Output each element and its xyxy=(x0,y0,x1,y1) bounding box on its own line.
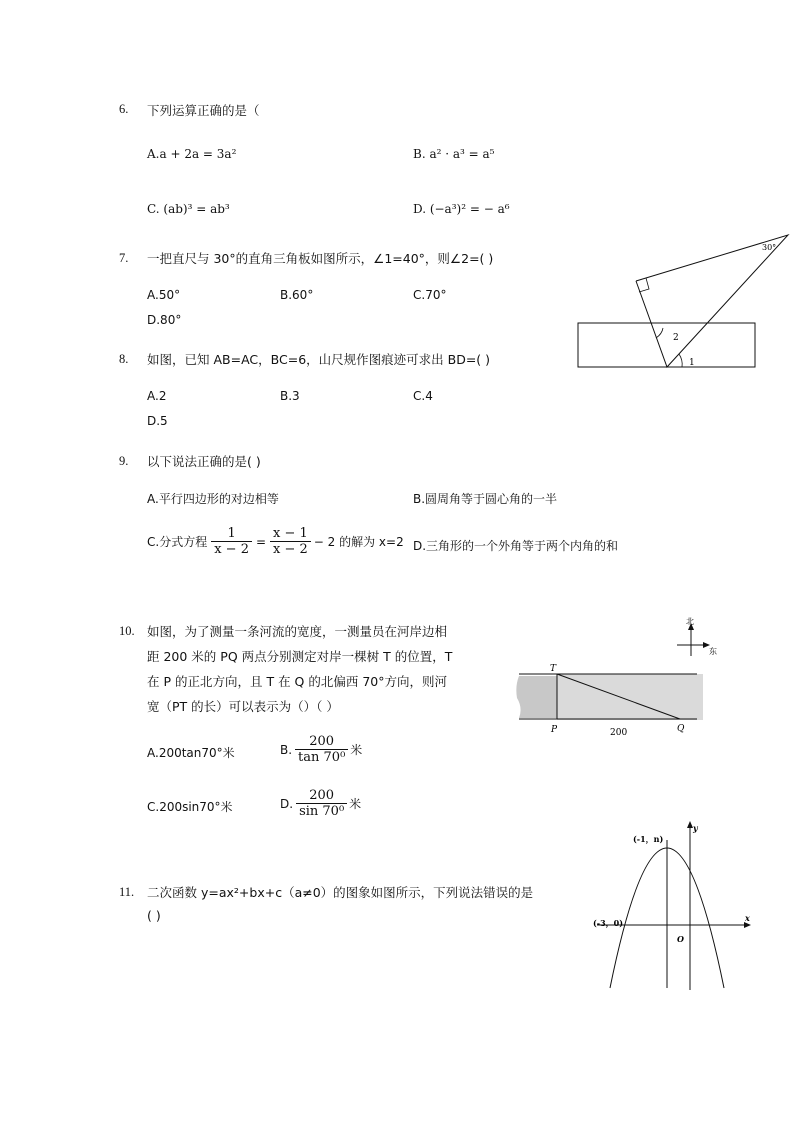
q8-option-b: B.3 xyxy=(280,389,300,403)
point-p-label: P xyxy=(551,725,558,735)
x-axis-label: x xyxy=(745,913,750,923)
fraction-numerator: 200 xyxy=(295,734,348,750)
q9-number: 9. xyxy=(119,454,129,468)
angle-2-arc xyxy=(656,328,663,338)
y-axis-label: y xyxy=(693,823,698,833)
q10-option-c: C.200sin70°米 xyxy=(147,800,233,814)
q10-b-label: B. xyxy=(280,742,293,757)
q10-d-fraction xyxy=(296,788,347,819)
q9-option-d: D.三角形的一个外角等于两个内角的和 xyxy=(413,539,619,553)
vertex-label: (-1，n) xyxy=(633,834,664,844)
q9-option-b: B.圆周角等于圆心角的一半 xyxy=(413,492,558,506)
q7-option-b: B.60° xyxy=(280,288,314,302)
q9-option-c xyxy=(147,526,404,557)
q9-c-equals: = xyxy=(255,534,267,549)
q7-number: 7. xyxy=(119,251,129,265)
point-t-label: T xyxy=(550,664,557,674)
q10-option-b xyxy=(280,734,362,765)
fraction-denominator: sin 70⁰ xyxy=(299,804,345,819)
q10-d-unit: 米 xyxy=(349,797,362,811)
river-band xyxy=(557,674,703,720)
ruler-rect xyxy=(578,323,755,367)
angle-1-arc xyxy=(679,354,682,367)
q10-line-4: 宽（PT 的长）可以表示为（）（ ） xyxy=(147,699,339,714)
ruler-triangle-figure xyxy=(576,232,792,372)
q9-c-suffix: − 2 的解为 x=2 xyxy=(313,535,404,549)
q10-line-3: 在 P 的正北方向，且 T 在 Q 的北偏西 70°方向，则河 xyxy=(147,674,447,689)
angle-2-label: 2 xyxy=(673,333,679,343)
parabola-figure xyxy=(585,818,755,993)
fraction-denominator: x − 2 xyxy=(214,542,249,557)
q11-line-1: 二次函数 y=ax²+bx+c（a≠0）的图象如图所示，下列说法错误的是 xyxy=(147,885,534,900)
fraction-numerator: 200 xyxy=(296,788,347,804)
q10-option-d xyxy=(280,788,361,819)
q8-number: 8. xyxy=(119,352,129,366)
fraction-numerator: x − 1 xyxy=(270,526,311,542)
root-label: (-3，0) xyxy=(593,918,624,928)
q6-option-c: C. (ab)³ = ab³ xyxy=(147,202,230,216)
q10-line-1: 如图，为了测量一条河流的宽度，一测量员在河岸边相 xyxy=(147,624,448,639)
origin-label: O xyxy=(677,934,684,944)
distance-label: 200 xyxy=(610,728,628,738)
q7-option-d: D.80° xyxy=(147,313,182,327)
fraction-denominator: tan 70⁰ xyxy=(298,750,346,765)
q8-option-a: A.2 xyxy=(147,389,167,403)
q6-option-d: D. (−a³)² = − a⁶ xyxy=(413,202,510,216)
q6-stem: 下列运算正确的是（ xyxy=(147,103,260,118)
q9-c-fraction-2 xyxy=(270,526,311,557)
angle-1-label: 1 xyxy=(689,358,695,368)
q10-line-2: 距 200 米的 PQ 两点分别测定对岸一棵树 T 的位置，T xyxy=(147,649,453,664)
q11-number: 11. xyxy=(119,885,135,899)
q9-option-a: A.平行四边形的对边相等 xyxy=(147,492,279,506)
q7-option-a: A.50° xyxy=(147,288,181,302)
east-label: 东 xyxy=(709,647,717,656)
q10-b-fraction xyxy=(295,734,348,765)
angle-30-label: 30° xyxy=(762,243,777,252)
q7-option-c: C.70° xyxy=(413,288,447,302)
q7-stem: 一把直尺与 30°的直角三角板如图所示，∠1=40°，则∠2=( ) xyxy=(147,251,494,266)
north-label: 北 xyxy=(686,617,694,626)
q8-stem: 如图，已知 AB=AC，BC=6，山尺规作图痕迹可求出 BD=( ) xyxy=(147,352,491,367)
q6-number: 6. xyxy=(119,102,129,116)
q10-number: 10. xyxy=(119,624,135,638)
fraction-denominator: x − 2 xyxy=(273,542,308,557)
q9-c-prefix: C.分式方程 xyxy=(147,535,208,549)
triangle-outline xyxy=(636,235,788,367)
q8-option-c: C.4 xyxy=(413,389,433,403)
q9-c-fraction-1 xyxy=(211,526,252,557)
q8-option-d: D.5 xyxy=(147,414,168,428)
q10-d-label: D. xyxy=(280,796,294,811)
q9-stem: 以下说法正确的是( ) xyxy=(147,454,261,469)
fraction-numerator: 1 xyxy=(211,526,252,542)
q10-option-a: A.200tan70°米 xyxy=(147,746,235,760)
q6-option-a: A.a + 2a = 3a² xyxy=(147,147,237,161)
river-figure xyxy=(515,612,720,742)
point-q-label: Q xyxy=(677,724,685,734)
q11-line-2: ( ) xyxy=(147,908,161,923)
q10-b-unit: 米 xyxy=(350,743,363,757)
q6-option-b: B. a² · a³ = a⁵ xyxy=(413,147,495,161)
